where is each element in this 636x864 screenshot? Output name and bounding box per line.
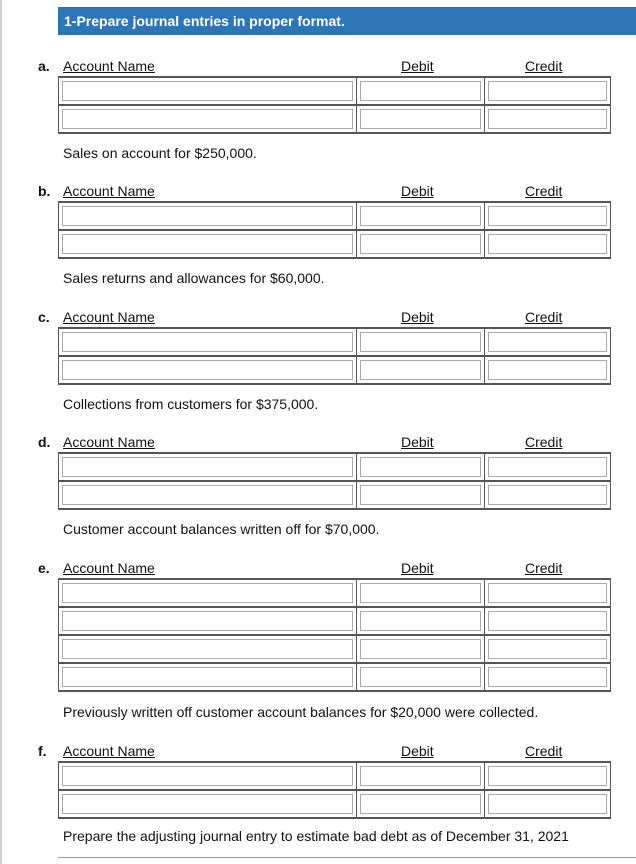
account-name-input[interactable]	[59, 203, 357, 229]
debit-header: Debit	[401, 183, 434, 199]
debit-input[interactable]	[357, 636, 485, 662]
debit-input[interactable]	[357, 231, 485, 257]
entry-description: Sales returns and allowances for $60,000.	[63, 270, 325, 286]
credit-input[interactable]	[485, 608, 611, 634]
credit-input[interactable]	[485, 580, 611, 606]
credit-header: Credit	[525, 560, 563, 576]
table-row	[59, 763, 611, 791]
table-row	[59, 636, 611, 664]
account-name-input[interactable]	[59, 454, 357, 480]
credit-header: Credit	[525, 58, 563, 74]
entry-letter: f.	[38, 743, 47, 759]
credit-input[interactable]	[485, 763, 611, 789]
table-row	[59, 482, 611, 510]
credit-header: Credit	[525, 743, 563, 759]
credit-input[interactable]	[485, 636, 611, 662]
account-name-header: Account Name	[63, 183, 155, 199]
debit-header: Debit	[401, 560, 434, 576]
account-name-header: Account Name	[63, 560, 155, 576]
journal-entry-table	[58, 452, 611, 510]
credit-header: Credit	[525, 183, 563, 199]
entry-description: Previously written off customer account balances for $20,000 were collected.	[63, 704, 539, 720]
account-name-input[interactable]	[59, 580, 357, 606]
debit-input[interactable]	[357, 608, 485, 634]
debit-input[interactable]	[357, 106, 485, 132]
debit-input[interactable]	[357, 78, 485, 104]
account-name-input[interactable]	[59, 482, 357, 508]
credit-input[interactable]	[485, 791, 611, 817]
table-row	[59, 580, 611, 608]
account-name-input[interactable]	[59, 664, 357, 690]
entry-description: Collections from customers for $375,000.	[63, 396, 319, 412]
debit-input[interactable]	[357, 580, 485, 606]
account-name-input[interactable]	[59, 636, 357, 662]
journal-entry-table	[58, 327, 611, 385]
account-name-input[interactable]	[59, 329, 357, 355]
entry-description: Customer account balances written off for $70,000.	[63, 521, 380, 537]
credit-input[interactable]	[485, 664, 611, 690]
account-name-input[interactable]	[59, 608, 357, 634]
debit-input[interactable]	[357, 664, 485, 690]
credit-input[interactable]	[485, 329, 611, 355]
entry-letter: d.	[38, 434, 51, 450]
credit-input[interactable]	[485, 106, 611, 132]
account-name-header: Account Name	[63, 309, 155, 325]
table-row	[59, 664, 611, 692]
account-name-header: Account Name	[63, 743, 155, 759]
table-row	[59, 608, 611, 636]
credit-input[interactable]	[485, 482, 611, 508]
entry-description: Prepare the adjusting journal entry to estimate bad debt as of December 31, 2021	[63, 828, 569, 844]
bottom-divider	[58, 857, 636, 858]
credit-header: Credit	[525, 309, 563, 325]
credit-input[interactable]	[485, 454, 611, 480]
account-name-input[interactable]	[59, 357, 357, 383]
debit-input[interactable]	[357, 482, 485, 508]
table-row	[59, 203, 611, 231]
page-title: 1-Prepare journal entries in proper format.	[58, 7, 636, 35]
journal-entry-table	[58, 578, 611, 692]
table-row	[59, 106, 611, 134]
account-name-input[interactable]	[59, 106, 357, 132]
account-name-header: Account Name	[63, 58, 155, 74]
entry-letter: e.	[38, 560, 50, 576]
credit-input[interactable]	[485, 357, 611, 383]
account-name-input[interactable]	[59, 763, 357, 789]
debit-input[interactable]	[357, 763, 485, 789]
table-row	[59, 791, 611, 819]
credit-input[interactable]	[485, 78, 611, 104]
account-name-input[interactable]	[59, 231, 357, 257]
entry-description: Sales on account for $250,000.	[63, 145, 257, 161]
debit-header: Debit	[401, 58, 434, 74]
debit-input[interactable]	[357, 357, 485, 383]
page-left-rule	[0, 0, 2, 864]
table-row	[59, 357, 611, 385]
credit-input[interactable]	[485, 231, 611, 257]
table-row	[59, 454, 611, 482]
entry-letter: b.	[38, 183, 51, 199]
debit-input[interactable]	[357, 791, 485, 817]
account-name-input[interactable]	[59, 791, 357, 817]
credit-header: Credit	[525, 434, 563, 450]
debit-input[interactable]	[357, 203, 485, 229]
journal-entry-table	[58, 761, 611, 819]
entry-letter: c.	[38, 309, 50, 325]
table-row	[59, 329, 611, 357]
debit-input[interactable]	[357, 329, 485, 355]
debit-header: Debit	[401, 434, 434, 450]
table-row	[59, 231, 611, 259]
debit-header: Debit	[401, 743, 434, 759]
entry-letter: a.	[38, 58, 50, 74]
debit-header: Debit	[401, 309, 434, 325]
account-name-header: Account Name	[63, 434, 155, 450]
credit-input[interactable]	[485, 203, 611, 229]
journal-entry-table	[58, 76, 611, 134]
account-name-input[interactable]	[59, 78, 357, 104]
table-row	[59, 78, 611, 106]
journal-entry-table	[58, 201, 611, 259]
debit-input[interactable]	[357, 454, 485, 480]
